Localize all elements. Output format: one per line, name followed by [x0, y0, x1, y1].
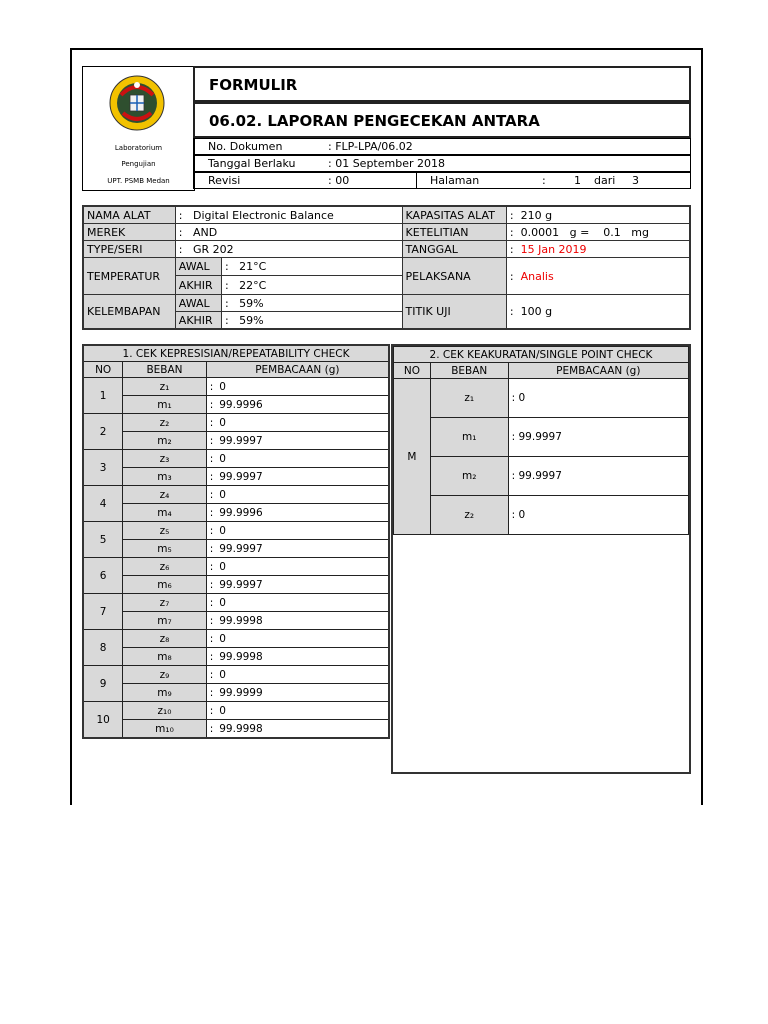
repeat-beban-m: m₆ [123, 576, 206, 594]
temp-awal-value: 21°C [239, 260, 267, 273]
info-colon: : [178, 225, 183, 239]
institution-logo [107, 73, 167, 133]
repeat-colon: : [209, 560, 214, 573]
col-no: NO [83, 362, 123, 378]
repeat-value-z: 0 [219, 668, 226, 681]
lembab-akhir-label: AKHIR [175, 312, 221, 330]
doc-number-label: No. Dokumen [208, 140, 283, 153]
repeat-beban-z: z₆ [123, 558, 206, 576]
col-pembacaan: PEMBACAAN (g) [206, 362, 389, 378]
repeat-beban-m: m₅ [123, 540, 206, 558]
logo-block [82, 66, 195, 191]
repeat-reading-z [206, 486, 389, 504]
repeat-colon: : [209, 452, 214, 465]
page-label: Halaman [430, 174, 480, 187]
repeat-colon: : [209, 596, 214, 609]
repeat-colon: : [209, 668, 214, 681]
repeat-beban-z: z₅ [123, 522, 206, 540]
repeat-colon: : [209, 506, 214, 519]
accuracy-beban: m₁ [430, 418, 508, 457]
temperatur-label: TEMPERATUR [83, 258, 175, 295]
repeat-reading-z [206, 630, 389, 648]
repeat-beban-m: m₄ [123, 504, 206, 522]
lembab-akhir-value: 59% [239, 313, 264, 327]
accuracy-reading: : 99.9997 [508, 418, 688, 457]
repeat-colon: : [209, 614, 214, 627]
info-colon: : [509, 305, 514, 318]
revision-label: Revisi [208, 174, 241, 187]
repeat-reading-z [206, 558, 389, 576]
ketelitian-value: 0.0001 [520, 225, 560, 239]
repeat-value-z: 0 [219, 632, 226, 645]
form-title: FORMULIR [209, 76, 298, 94]
col-no: NO [394, 363, 431, 379]
repeat-reading-z [206, 702, 389, 720]
lab-line-1: Laboratorium [114, 144, 163, 152]
repeat-reading-m [206, 540, 389, 558]
accuracy-beban: m₂ [430, 457, 508, 496]
ketelitian-label: KETELITIAN [402, 224, 506, 241]
col-pembacaan: PEMBACAAN (g) [508, 363, 688, 379]
repeat-colon: : [209, 650, 214, 663]
repeat-reading-m [206, 468, 389, 486]
lab-line-2: Pengujian [121, 160, 156, 168]
repeat-row-no: 2 [83, 414, 123, 450]
type-label: TYPE/SERI [83, 241, 175, 258]
accuracy-panel [391, 344, 691, 774]
tanggal-label: TANGGAL [402, 241, 506, 258]
valid-date-value: : 01 September 2018 [328, 157, 445, 170]
repeat-value-m: 99.9997 [219, 578, 263, 591]
repeat-colon: : [209, 416, 214, 429]
repeat-beban-z: z₃ [123, 450, 206, 468]
instrument-info-table [82, 205, 691, 330]
repeat-colon: : [209, 488, 214, 501]
accuracy-beban: z₁ [430, 379, 508, 418]
temp-akhir-value: 22°C [239, 278, 267, 292]
col-beban: BEBAN [123, 362, 206, 378]
col-beban: BEBAN [430, 363, 508, 379]
repeat-row-no: 5 [83, 522, 123, 558]
info-colon: : [224, 296, 229, 310]
form-subtitle: 06.02. LAPORAN PENGECEKAN ANTARA [209, 112, 540, 130]
merek-label: MEREK [83, 224, 175, 241]
repeat-value-m: 99.9999 [219, 686, 263, 699]
lembab-awal-value: 59% [239, 296, 264, 310]
nama-alat-label: NAMA ALAT [83, 206, 175, 224]
repeat-colon: : [209, 524, 214, 537]
temp-awal-label: AWAL [175, 258, 221, 276]
repeat-value-m: 99.9997 [219, 542, 263, 555]
kapasitas-value: 210 g [520, 208, 553, 222]
repeat-beban-z: z₄ [123, 486, 206, 504]
accuracy-title: 2. CEK KEAKURATAN/SINGLE POINT CHECK [394, 347, 689, 363]
merek-value: AND [193, 225, 218, 239]
page-total: 3 [632, 174, 639, 187]
repeat-beban-z: z₁ [123, 378, 206, 396]
accuracy-reading: : 0 [508, 496, 688, 535]
repeat-value-m: 99.9996 [219, 398, 263, 411]
page-border-right [701, 48, 703, 805]
repeat-beban-m: m₂ [123, 432, 206, 450]
revision-row [193, 172, 691, 189]
repeat-beban-z: z₈ [123, 630, 206, 648]
repeat-reading-m [206, 684, 389, 702]
revision-divider [416, 172, 417, 189]
repeat-row-no: 4 [83, 486, 123, 522]
page-colon: : [542, 174, 546, 187]
pelaksana-value: Analis [520, 269, 554, 283]
info-colon: : [224, 278, 229, 292]
repeat-row-no: 6 [83, 558, 123, 594]
accuracy-reading: : 99.9997 [508, 457, 688, 496]
repeat-beban-z: z₇ [123, 594, 206, 612]
repeat-reading-z [206, 522, 389, 540]
repeat-value-z: 0 [219, 380, 226, 393]
valid-date-label: Tanggal Berlaku [208, 157, 296, 170]
repeat-reading-z [206, 414, 389, 432]
repeat-beban-m: m₃ [123, 468, 206, 486]
repeat-colon: : [209, 470, 214, 483]
repeat-beban-m: m₇ [123, 612, 206, 630]
repeat-reading-m [206, 432, 389, 450]
repeat-beban-m: m₁ [123, 396, 206, 414]
kelembapan-label: KELEMBAPAN [83, 295, 175, 330]
lab-line-3: UPT. PSMB Medan [107, 177, 170, 185]
repeat-row-no: 8 [83, 630, 123, 666]
page-border-left [70, 48, 72, 805]
repeat-value-z: 0 [219, 524, 226, 537]
repeat-value-z: 0 [219, 596, 226, 609]
repeat-value-z: 0 [219, 704, 226, 717]
repeat-colon: : [209, 722, 214, 735]
repeat-row-no: 1 [83, 378, 123, 414]
temp-akhir-label: AKHIR [175, 276, 221, 295]
repeat-reading-m [206, 648, 389, 666]
repeat-beban-m: m₉ [123, 684, 206, 702]
titik-uji-value: 100 g [520, 305, 553, 318]
accuracy-beban: z₂ [430, 496, 508, 535]
revision-value: : 00 [328, 174, 350, 187]
repeat-value-m: 99.9996 [219, 506, 263, 519]
valid-date-row [193, 155, 691, 172]
page-number: 1 [574, 174, 581, 187]
repeat-beban-z: z₁₀ [123, 702, 206, 720]
pelaksana-label: PELAKSANA [402, 258, 506, 295]
repeat-row-no: 9 [83, 666, 123, 702]
ketelitian-mg-value: 0.1 [603, 225, 621, 239]
info-colon: : [224, 260, 229, 273]
kapasitas-label: KAPASITAS ALAT [402, 206, 506, 224]
repeat-colon: : [209, 542, 214, 555]
accuracy-reading: : 0 [508, 379, 688, 418]
repeat-beban-z: z₉ [123, 666, 206, 684]
info-colon: : [509, 208, 514, 222]
repeat-colon: : [209, 704, 214, 717]
info-colon: : [509, 242, 514, 256]
repeat-reading-z [206, 594, 389, 612]
repeatability-table [82, 344, 390, 739]
repeat-reading-z [206, 666, 389, 684]
repeat-value-m: 99.9998 [219, 614, 263, 627]
repeat-row-no: 7 [83, 594, 123, 630]
repeat-reading-z [206, 450, 389, 468]
repeat-colon: : [209, 398, 214, 411]
repeat-colon: : [209, 686, 214, 699]
repeatability-title: 1. CEK KEPRESISIAN/REPEATABILITY CHECK [83, 345, 389, 362]
repeat-colon: : [209, 632, 214, 645]
repeat-reading-m [206, 612, 389, 630]
page-of: dari [594, 174, 616, 187]
repeat-value-m: 99.9998 [219, 722, 263, 735]
repeat-beban-m: m₈ [123, 648, 206, 666]
repeat-beban-m: m₁₀ [123, 720, 206, 739]
accuracy-table [393, 346, 689, 535]
repeat-row-no: 10 [83, 702, 123, 739]
info-colon: : [224, 313, 229, 327]
info-colon: : [509, 269, 514, 283]
repeat-colon: : [209, 578, 214, 591]
type-value: GR 202 [193, 242, 234, 256]
form-title-box [193, 66, 691, 102]
repeat-colon: : [209, 380, 214, 393]
page-border-top [70, 48, 703, 50]
repeat-value-m: 99.9998 [219, 650, 263, 663]
repeat-reading-m [206, 720, 389, 739]
repeat-row-no: 3 [83, 450, 123, 486]
info-colon: : [509, 225, 514, 239]
repeat-value-z: 0 [219, 416, 226, 429]
doc-number-row [193, 138, 691, 155]
repeat-reading-m [206, 396, 389, 414]
repeat-reading-z [206, 378, 389, 396]
repeat-reading-m [206, 576, 389, 594]
info-colon: : [178, 208, 183, 222]
ketelitian-g: g = [569, 225, 590, 239]
repeat-value-m: 99.9997 [219, 470, 263, 483]
repeat-colon: : [209, 434, 214, 447]
repeat-value-z: 0 [219, 452, 226, 465]
ketelitian-mg: mg [631, 225, 649, 239]
repeat-value-z: 0 [219, 488, 226, 501]
repeat-value-z: 0 [219, 560, 226, 573]
info-colon: : [178, 242, 183, 256]
lembab-awal-label: AWAL [175, 295, 221, 312]
repeat-value-m: 99.9997 [219, 434, 263, 447]
accuracy-no: M [394, 379, 431, 535]
titik-uji-label: TITIK UJI [402, 295, 506, 330]
form-subtitle-box [193, 102, 691, 138]
doc-number-value: : FLP-LPA/06.02 [328, 140, 413, 153]
repeat-beban-z: z₂ [123, 414, 206, 432]
tanggal-value: 15 Jan 2019 [520, 242, 587, 256]
nama-alat-value: Digital Electronic Balance [193, 208, 334, 222]
repeat-reading-m [206, 504, 389, 522]
